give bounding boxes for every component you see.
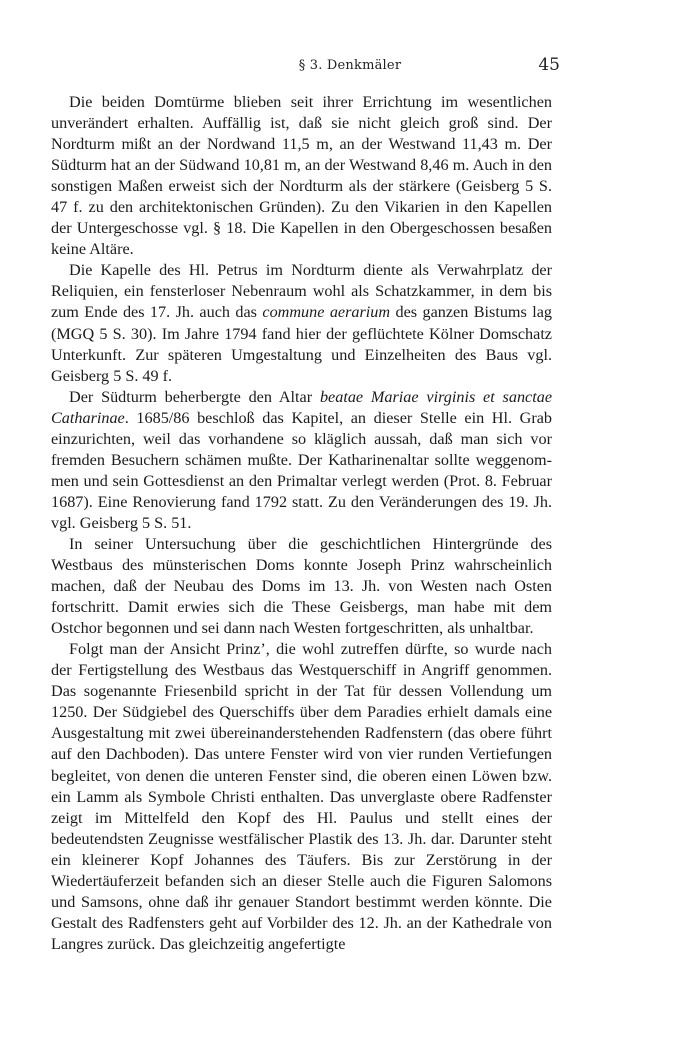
italic-phrase: beatae Mariae virginis et sanctae Catharinae [51,387,553,427]
running-title: § 3. Denkmäler [298,58,402,73]
text-run: . 1685/86 beschloß das Kapitel, an dieser Stelle ein Hl. Grab einzurichten, weil das vorhandene so kläglich aussah, daß man sich vor fremden Besuchern schämen mußte. Der Katharinenaltar sollte weggenommen und sein Gottesdienst an den Primaltar verlegt werden (Prot. 8. Februar 1687). Eine Renovierung fand 1792 statt. Zu den Veränderungen des 19. Jh. vgl. Geisberg 5 S. 51. [51,408,552,532]
body-text [51,92,552,955]
paragraph [51,534,552,639]
paragraph [51,92,552,260]
text-run: Die beiden Domtürme blieben seit ihrer Errichtung im wesentlichen unverändert erhalten. Auffällig ist, daß sie nicht gleich groß sind. Der Nordturm mißt an der Nordwand 11,5 m, an der Westwand 11,43 m. Der Südturm hat an der Südwand 10,81 m, an der Westwand 8,46 m. Auch in den sonstigen Maßen erweist sich der Nordturm als der stärkere (Geisberg 5 S. 47 f. zu den architektonischen Gründen). Zu den Vikarien in den Kapellen der Untergeschosse vgl. § 18. Die Kapellen in den Obergeschossen besaßen keine Altäre. [51,93,552,259]
text-run: Die Kapelle des Hl. Petrus im Nordturm diente als Verwahrplatz der Reliquien, ein fensterloser Nebenraum wohl als Schatzkammer, in dem bis zum Ende des 17. Jh. auch das [51,261,552,322]
page-number: 45 [538,55,560,75]
text-run: Der Südturm beherbergte den Altar [69,387,320,406]
text-run: In seiner Untersuchung über die geschichtlichen Hintergründe des Westbaus des münsterischen Doms konnte Joseph Prinz wahrscheinlich machen, daß der Neubau des Doms im 13. Jh. von Westen nach Osten fortschritt. Damit erwies sich die These Geisbergs, man habe mit dem Ostchor begonnen und sei dann nach Westen fortgeschritten, als unhaltbar. [51,534,552,638]
text-run: des ganzen Bistums lag (MGQ 5 S. 30). Im Jahre 1794 fand hier der geflüchtete Kölner Domschatz Unterkunft. Zur späteren Umgestaltung und Einzelheiten des Baus vgl. Geisberg 5 S. 49 f. [51,303,552,385]
italic-phrase: commune aerarium [262,303,391,322]
running-header [0,52,700,74]
text-run: Folgt man der Ansicht Prinz’, die wohl zutreffen dürfte, so wurde nach der Fertigstellung des Westbaus das Westquerschiff in Angriff genommen. Das sogenannte Friesenbild spricht in der Tat für dessen Vollendung um 1250. Der Südgiebel des Querschiffs über dem Paradies erhielt damals eine Ausgestaltung mit zwei übereinanderstehenden Radfenstern (das obere führt auf den Dachboden). Das untere Fenster wird von vier runden Vertiefungen begleitet, von denen die unteren Fenster sind, die oberen einen Löwen bzw. ein Lamm als Symbole Christi enthalten. Das unverglaste obere Radfenster zeigt im Mittelfeld den Kopf des Hl. Paulus und stellt eines der bedeutendsten Zeugnisse westfälischer Plastik des 13. Jh. dar. Darunter steht ein kleinerer Kopf Johannes des Täufers. Bis zur Zerstörung in der Wiedertäuferzeit befanden sich an dieser Stelle auch die Figuren Salomons und Samsons, ohne daß ihr genauer Standort bestimmt werden könnte. Die Gestalt des Radfensters geht auf Vorbilder des 12. Jh. an der Kathedrale von Langres zurück. Das gleichzeitig angefertigte [51,640,552,953]
paragraph [51,387,552,534]
paragraph [51,260,552,386]
paragraph [51,639,552,955]
